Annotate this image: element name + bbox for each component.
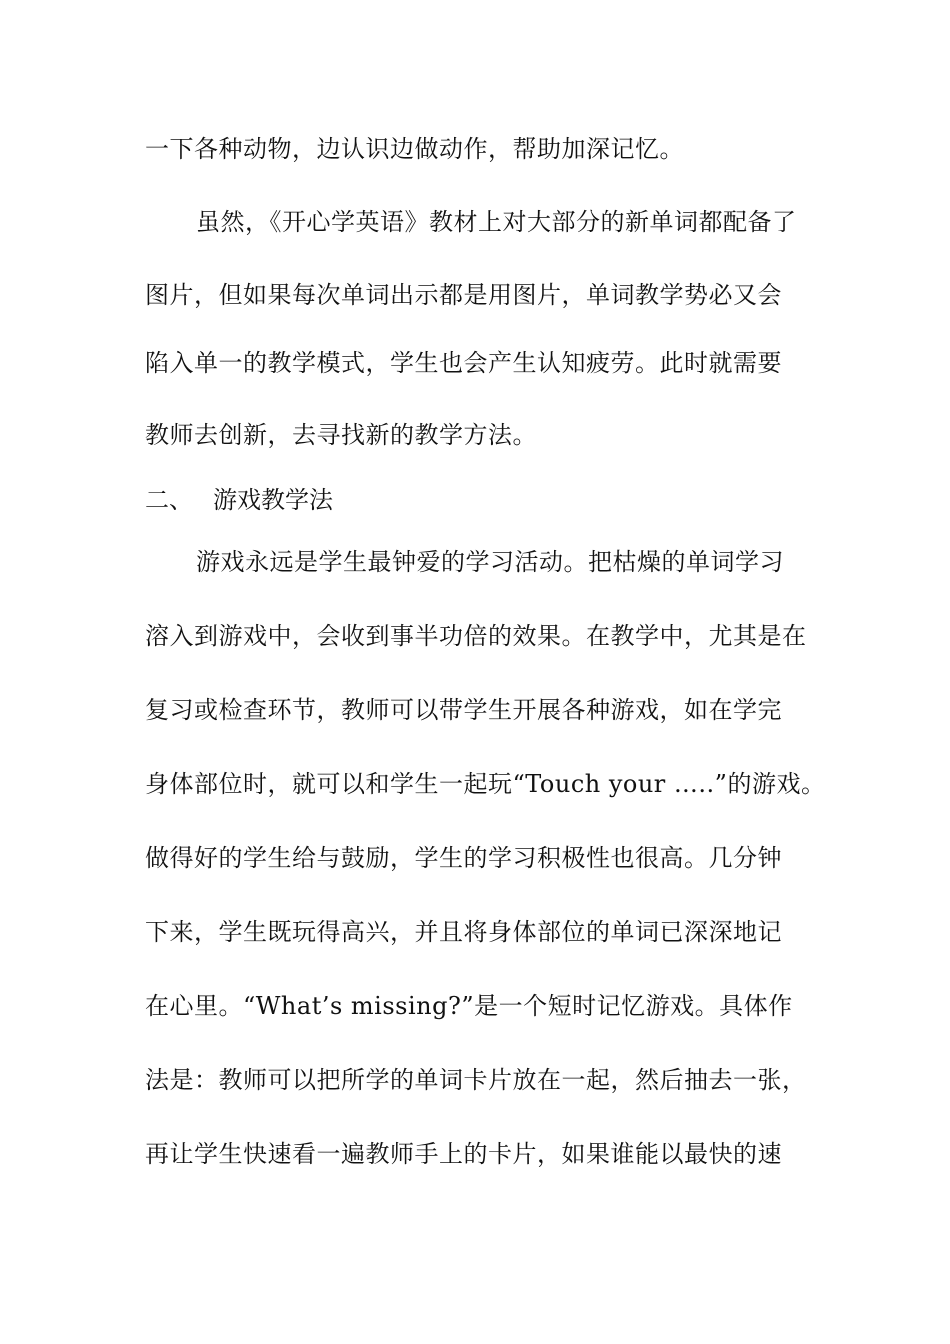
- text-line: 复习或检查环节，教师可以带学生开展各种游戏，如在学完: [145, 696, 782, 724]
- text-line: 身体部位时，就可以和学生一起玩“Touch your …..”的游戏。: [145, 770, 826, 798]
- text-line: 在心里。“What’s missing?”是一个短时记忆游戏。具体作: [145, 992, 793, 1020]
- text-line: 游戏永远是学生最钟爱的学习活动。把枯燥的单词学习: [196, 548, 784, 576]
- heading-number: 二、: [145, 486, 193, 514]
- text-line: 图片，但如果每次单词出示都是用图片，单词教学势必又会: [145, 281, 782, 309]
- text-line: 下来，学生既玩得高兴，并且将身体部位的单词已深深地记: [145, 918, 782, 946]
- text-line: 教师去创新，去寻找新的教学方法。: [145, 421, 537, 449]
- heading-title: 游戏教学法: [213, 486, 333, 514]
- text-line: 陷入单一的教学模式，学生也会产生认知疲劳。此时就需要: [145, 349, 782, 377]
- text-line: 虽然，《开心学英语》教材上对大部分的新单词都配备了: [196, 208, 797, 236]
- text-line: 一下各种动物，边认识边做动作，帮助加深记忆。: [145, 135, 684, 163]
- text-line: 溶入到游戏中，会收到事半功倍的效果。在教学中，尤其是在: [145, 622, 807, 650]
- text-line: 做得好的学生给与鼓励，学生的学习积极性也很高。几分钟: [145, 844, 782, 872]
- text-line: 法是：教师可以把所学的单词卡片放在一起，然后抽去一张，: [145, 1066, 807, 1094]
- text-line: 再让学生快速看一遍教师手上的卡片，如果谁能以最快的速: [145, 1140, 782, 1168]
